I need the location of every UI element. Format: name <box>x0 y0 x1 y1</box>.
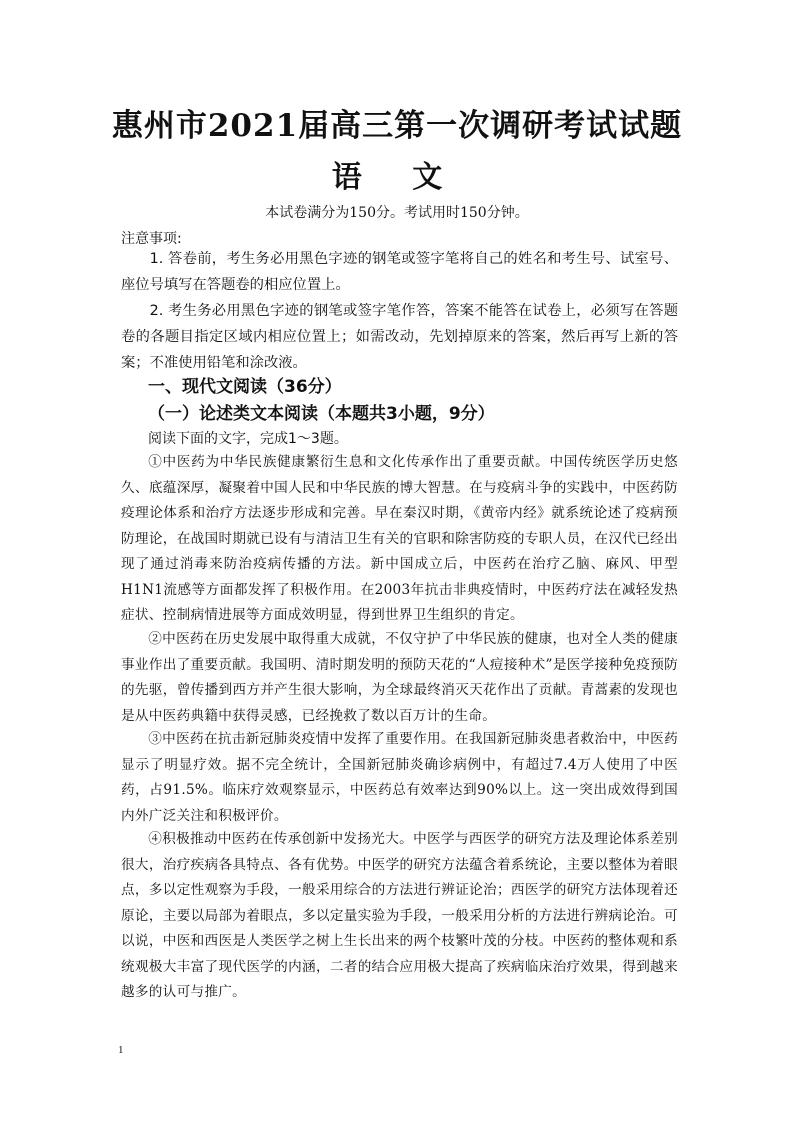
note-item-2: 2. 考生务必用黑色字迹的钢笔或签字笔作答，答案不能答在试卷上，必须写在答题卷的各题目指定区域内相应位置上；如需改动，先划掉原来的答案，然后再写上新的答案；不准使用铅笔和涂改液。 <box>121 303 678 371</box>
subject-title: 语 文 <box>331 160 463 195</box>
notes-heading: 注意事项: <box>121 231 182 247</box>
reading-instruction: 阅读下面的文字，完成1～3题。 <box>148 431 348 447</box>
exam-title: 惠州市2021届高三第一次调研考试试题 <box>111 108 683 144</box>
exam-info: 本试卷满分为150分。考试用时150分钟。 <box>265 205 529 221</box>
section-heading: 一、现代文阅读（36分） <box>148 377 342 397</box>
paragraph-1: ①中医药为中华民族健康繁衍生息和文化传承作出了重要贡献。中国传统医学历史悠久、底蕴深厚，凝聚着中国人民和中华民族的博大智慧。在与疫病斗争的实践中，中医药防疫理论体系和治疗方法逐步形成和完善。早在秦汉时期，《黄帝内经》就系统论述了疫病预防理论，在战国时期就已设有与清洁卫生有关的官职和除害防疫的专职人员，在汉代已经出现了通过消毒来防治疫病传播的方法。新中国成立后，中医药在治疗乙脑、麻风、甲型H1N1流感等方面都发挥了积极作用。在2003年抗击非典疫情时，中医药疗法在减轻发热症状、控制病情进展等方面成效明显，得到世界卫生组织的肯定。 <box>121 454 678 623</box>
paragraph-2: ②中医药在历史发展中取得重大成就，不仅守护了中华民族的健康，也对全人类的健康事业作出了重要贡献。我国明、清时期发明的预防天花的“人痘接种术”是医学接种免疫预防的先驱，曾传播到西方并产生很大影响，为全球最终消灭天花作出了贡献。青蒿素的发现也是从中医药典籍中获得灵感，已经挽救了数以百万计的生命。 <box>121 631 678 724</box>
subsection-heading: （一）论述类文本阅读（本题共3小题，9分） <box>148 404 495 424</box>
page-number: 1 <box>118 1044 124 1056</box>
note-item-1: 1. 答卷前，考生务必用黑色字迹的钢笔或签字笔将自己的姓名和考生号、试室号、座位号填写在答题卷的相应位置上。 <box>121 251 678 293</box>
paragraph-4: ④积极推动中医药在传承创新中发扬光大。中医学与西医学的研究方法及理论体系差别很大，治疗疾病各具特点、各有优势。中医学的研究方法蕴含着系统论，主要以整体为着眼点，多以定性观察为手段，一般采用综合的方法进行辨证论治；西医学的研究方法体现着还原论，主要以局部为着眼点，多以定量实验为手段，一般采用分析的方法进行辨病论治。可以说，中医和西医是人类医学之树上生长出来的两个枝繁叶茂的分枝。中医药的整体观和系统观极大丰富了现代医学的内涵，二者的结合应用极大提高了疾病临床治疗效果，得到越来越多的认可与推广。 <box>121 831 678 1000</box>
paragraph-3: ③中医药在抗击新冠肺炎疫情中发挥了重要作用。在我国新冠肺炎患者救治中，中医药显示了明显疗效。据不完全统计，全国新冠肺炎确诊病例中，有超过7.4万人使用了中医药，占91.5%。临床疗效观察显示，中医药总有效率达到90%以上。这一突出成效得到国内外广泛关注和积极评价。 <box>121 731 678 824</box>
